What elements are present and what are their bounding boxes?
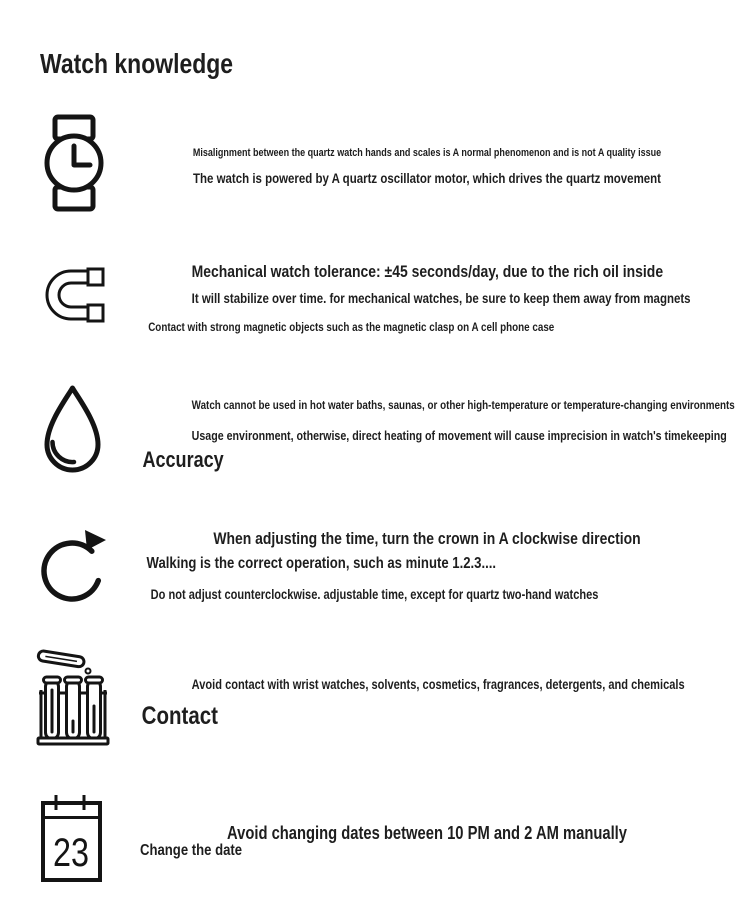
magnet-icon (42, 266, 108, 324)
text-line: Avoid contact with wrist watches, solvents, cosmetics, fragrances, detergents, and chemicals (191, 677, 685, 692)
text-line: Do not adjust counterclockwise. adjustable time, except for quartz two-hand watches (150, 587, 599, 602)
text-line: When adjusting the time, turn the crown in A clockwise direction (213, 529, 641, 548)
calendar-icon (40, 793, 103, 884)
section-keyword: Contact (141, 702, 218, 730)
calendar-day-number: 23 (53, 831, 89, 875)
section-keyword: Accuracy (142, 447, 224, 472)
text-line: Misalignment between the quartz watch hands and scales is A normal phenomenon and is not A quality issue (192, 147, 662, 159)
text-line: Watch cannot be used in hot water baths, saunas, or other high-temperature or temperature-changing environments (191, 398, 735, 412)
rotate-clockwise-icon (41, 523, 109, 609)
text-line: Mechanical watch tolerance: ±45 seconds/day, due to the rich oil inside (191, 262, 664, 281)
text-line: It will stabilize over time. for mechanical watches, be sure to keep them away from magnets (191, 290, 691, 306)
text-line: Contact with strong magnetic objects such as the magnetic clasp on A cell phone case (148, 320, 555, 334)
text-line: The watch is powered by A quartz oscillator motor, which drives the quartz movement (192, 170, 662, 186)
text-line: Avoid changing dates between 10 PM and 2 AM manually (227, 823, 627, 843)
text-line: Walking is the correct operation, such as minute 1.2.3.... (146, 555, 497, 572)
text-line: Change the date (140, 842, 243, 859)
watch-icon (40, 114, 108, 212)
water-drop-icon (39, 382, 106, 479)
test-tubes-icon (36, 648, 110, 747)
text-line: Usage environment, otherwise, direct heating of movement will cause imprecision in watch's timekeeping (191, 428, 727, 443)
page-title: Watch knowledge (40, 47, 234, 79)
